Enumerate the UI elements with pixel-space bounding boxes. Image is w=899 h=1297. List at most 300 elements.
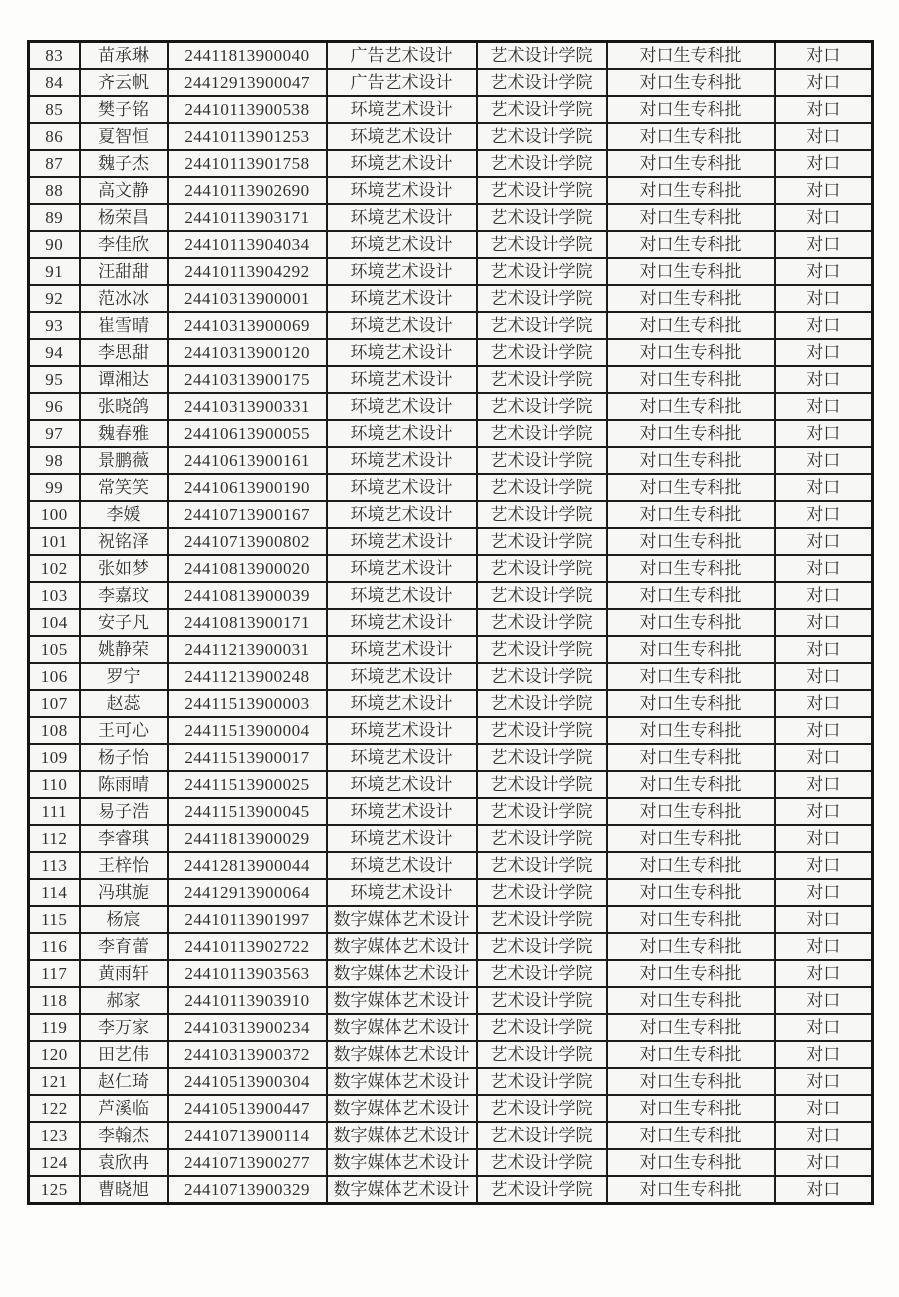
cell-seq: 109 — [29, 744, 80, 771]
cell-major: 环境艺术设计 — [327, 177, 477, 204]
cell-major: 环境艺术设计 — [327, 852, 477, 879]
cell-major: 环境艺术设计 — [327, 609, 477, 636]
cell-college: 艺术设计学院 — [477, 420, 607, 447]
cell-exam-id: 24410713900329 — [168, 1176, 327, 1204]
cell-college: 艺术设计学院 — [477, 123, 607, 150]
table-row — [29, 609, 873, 636]
cell-seq: 115 — [29, 906, 80, 933]
cell-batch: 对口生专科批 — [607, 879, 775, 906]
table-row — [29, 555, 873, 582]
cell-name: 姚静荣 — [80, 636, 168, 663]
cell-exam-id: 24410113903910 — [168, 987, 327, 1014]
cell-college: 艺术设计学院 — [477, 447, 607, 474]
cell-exam-id: 24410813900039 — [168, 582, 327, 609]
cell-type: 对口 — [775, 744, 873, 771]
cell-seq: 93 — [29, 312, 80, 339]
cell-major: 环境艺术设计 — [327, 474, 477, 501]
cell-seq: 94 — [29, 339, 80, 366]
cell-seq: 111 — [29, 798, 80, 825]
cell-name: 李睿琪 — [80, 825, 168, 852]
table-row — [29, 987, 873, 1014]
cell-name: 祝铭泽 — [80, 528, 168, 555]
table-row — [29, 339, 873, 366]
cell-seq: 107 — [29, 690, 80, 717]
cell-seq: 125 — [29, 1176, 80, 1204]
cell-seq: 113 — [29, 852, 80, 879]
cell-college: 艺术设计学院 — [477, 663, 607, 690]
cell-type: 对口 — [775, 177, 873, 204]
cell-type: 对口 — [775, 636, 873, 663]
cell-seq: 106 — [29, 663, 80, 690]
cell-batch: 对口生专科批 — [607, 1122, 775, 1149]
cell-batch: 对口生专科批 — [607, 555, 775, 582]
cell-batch: 对口生专科批 — [607, 825, 775, 852]
cell-college: 艺术设计学院 — [477, 717, 607, 744]
cell-exam-id: 24410713900277 — [168, 1149, 327, 1176]
cell-major: 环境艺术设计 — [327, 717, 477, 744]
cell-seq: 122 — [29, 1095, 80, 1122]
cell-type: 对口 — [775, 960, 873, 987]
cell-name: 景鹏薇 — [80, 447, 168, 474]
table-row — [29, 825, 873, 852]
cell-major: 环境艺术设计 — [327, 231, 477, 258]
cell-batch: 对口生专科批 — [607, 96, 775, 123]
cell-exam-id: 24410113901758 — [168, 150, 327, 177]
cell-exam-id: 24410313900120 — [168, 339, 327, 366]
cell-type: 对口 — [775, 1014, 873, 1041]
cell-name: 崔雪晴 — [80, 312, 168, 339]
cell-type: 对口 — [775, 447, 873, 474]
table-row — [29, 258, 873, 285]
cell-name: 芦溪临 — [80, 1095, 168, 1122]
cell-college: 艺术设计学院 — [477, 933, 607, 960]
cell-batch: 对口生专科批 — [607, 798, 775, 825]
cell-batch: 对口生专科批 — [607, 285, 775, 312]
cell-major: 环境艺术设计 — [327, 501, 477, 528]
table-row — [29, 204, 873, 231]
cell-type: 对口 — [775, 906, 873, 933]
cell-type: 对口 — [775, 204, 873, 231]
table-row — [29, 879, 873, 906]
cell-major: 环境艺术设计 — [327, 528, 477, 555]
cell-college: 艺术设计学院 — [477, 258, 607, 285]
cell-exam-id: 24410613900190 — [168, 474, 327, 501]
cell-name: 李嘉玟 — [80, 582, 168, 609]
cell-exam-id: 24410513900447 — [168, 1095, 327, 1122]
cell-batch: 对口生专科批 — [607, 123, 775, 150]
cell-seq: 119 — [29, 1014, 80, 1041]
cell-exam-id: 24410113902722 — [168, 933, 327, 960]
cell-batch: 对口生专科批 — [607, 177, 775, 204]
cell-major: 数字媒体艺术设计 — [327, 1149, 477, 1176]
table-row — [29, 1149, 873, 1176]
cell-college: 艺术设计学院 — [477, 1068, 607, 1095]
cell-exam-id: 24410713900802 — [168, 528, 327, 555]
cell-batch: 对口生专科批 — [607, 420, 775, 447]
cell-seq: 86 — [29, 123, 80, 150]
cell-name: 张如梦 — [80, 555, 168, 582]
cell-major: 环境艺术设计 — [327, 636, 477, 663]
cell-college: 艺术设计学院 — [477, 339, 607, 366]
cell-type: 对口 — [775, 150, 873, 177]
cell-name: 范冰冰 — [80, 285, 168, 312]
cell-type: 对口 — [775, 555, 873, 582]
cell-major: 环境艺术设计 — [327, 96, 477, 123]
cell-exam-id: 24410313900001 — [168, 285, 327, 312]
cell-name: 王可心 — [80, 717, 168, 744]
cell-seq: 99 — [29, 474, 80, 501]
cell-exam-id: 24410813900171 — [168, 609, 327, 636]
cell-exam-id: 24410113904034 — [168, 231, 327, 258]
cell-type: 对口 — [775, 96, 873, 123]
cell-college: 艺术设计学院 — [477, 150, 607, 177]
cell-seq: 87 — [29, 150, 80, 177]
cell-name: 汪甜甜 — [80, 258, 168, 285]
cell-seq: 110 — [29, 771, 80, 798]
cell-batch: 对口生专科批 — [607, 393, 775, 420]
table-row — [29, 663, 873, 690]
cell-seq: 95 — [29, 366, 80, 393]
cell-seq: 117 — [29, 960, 80, 987]
cell-name: 齐云帆 — [80, 69, 168, 96]
cell-seq: 102 — [29, 555, 80, 582]
cell-name: 安子凡 — [80, 609, 168, 636]
cell-college: 艺术设计学院 — [477, 393, 607, 420]
cell-type: 对口 — [775, 258, 873, 285]
cell-type: 对口 — [775, 1068, 873, 1095]
cell-major: 广告艺术设计 — [327, 69, 477, 96]
cell-type: 对口 — [775, 393, 873, 420]
cell-batch: 对口生专科批 — [607, 1068, 775, 1095]
cell-type: 对口 — [775, 231, 873, 258]
cell-name: 常笑笑 — [80, 474, 168, 501]
cell-name: 曹晓旭 — [80, 1176, 168, 1204]
cell-batch: 对口生专科批 — [607, 501, 775, 528]
table-row — [29, 960, 873, 987]
table-row — [29, 906, 873, 933]
cell-college: 艺术设计学院 — [477, 42, 607, 70]
table-row — [29, 528, 873, 555]
cell-major: 环境艺术设计 — [327, 744, 477, 771]
cell-type: 对口 — [775, 663, 873, 690]
cell-seq: 114 — [29, 879, 80, 906]
cell-name: 高文静 — [80, 177, 168, 204]
cell-type: 对口 — [775, 609, 873, 636]
cell-name: 王梓怡 — [80, 852, 168, 879]
table-row — [29, 690, 873, 717]
cell-seq: 101 — [29, 528, 80, 555]
table-row — [29, 636, 873, 663]
cell-exam-id: 24410113903563 — [168, 960, 327, 987]
cell-major: 环境艺术设计 — [327, 663, 477, 690]
cell-type: 对口 — [775, 1095, 873, 1122]
cell-exam-id: 24411213900248 — [168, 663, 327, 690]
cell-batch: 对口生专科批 — [607, 744, 775, 771]
cell-batch: 对口生专科批 — [607, 663, 775, 690]
table-row — [29, 285, 873, 312]
cell-college: 艺术设计学院 — [477, 906, 607, 933]
cell-name: 李翰杰 — [80, 1122, 168, 1149]
cell-seq: 118 — [29, 987, 80, 1014]
cell-college: 艺术设计学院 — [477, 204, 607, 231]
cell-college: 艺术设计学院 — [477, 474, 607, 501]
cell-batch: 对口生专科批 — [607, 42, 775, 70]
table-row — [29, 1041, 873, 1068]
cell-seq: 89 — [29, 204, 80, 231]
cell-seq: 96 — [29, 393, 80, 420]
cell-seq: 120 — [29, 1041, 80, 1068]
cell-exam-id: 24410613900055 — [168, 420, 327, 447]
cell-major: 环境艺术设计 — [327, 204, 477, 231]
cell-type: 对口 — [775, 798, 873, 825]
cell-major: 数字媒体艺术设计 — [327, 933, 477, 960]
cell-exam-id: 24410113903171 — [168, 204, 327, 231]
cell-batch: 对口生专科批 — [607, 312, 775, 339]
cell-name: 夏智恒 — [80, 123, 168, 150]
cell-exam-id: 24410113902690 — [168, 177, 327, 204]
cell-batch: 对口生专科批 — [607, 1149, 775, 1176]
cell-seq: 112 — [29, 825, 80, 852]
cell-exam-id: 24410113904292 — [168, 258, 327, 285]
cell-college: 艺术设计学院 — [477, 366, 607, 393]
cell-college: 艺术设计学院 — [477, 1095, 607, 1122]
table-row — [29, 744, 873, 771]
cell-type: 对口 — [775, 771, 873, 798]
cell-type: 对口 — [775, 825, 873, 852]
cell-batch: 对口生专科批 — [607, 609, 775, 636]
cell-type: 对口 — [775, 1176, 873, 1204]
cell-type: 对口 — [775, 879, 873, 906]
table-row — [29, 96, 873, 123]
cell-name: 魏子杰 — [80, 150, 168, 177]
cell-seq: 98 — [29, 447, 80, 474]
cell-major: 数字媒体艺术设计 — [327, 1176, 477, 1204]
table-row — [29, 1122, 873, 1149]
cell-exam-id: 24411513900025 — [168, 771, 327, 798]
cell-college: 艺术设计学院 — [477, 231, 607, 258]
cell-batch: 对口生专科批 — [607, 582, 775, 609]
cell-exam-id: 24410313900372 — [168, 1041, 327, 1068]
cell-exam-id: 24410813900020 — [168, 555, 327, 582]
cell-batch: 对口生专科批 — [607, 1041, 775, 1068]
cell-exam-id: 24411213900031 — [168, 636, 327, 663]
table-row — [29, 1095, 873, 1122]
table-row — [29, 177, 873, 204]
cell-exam-id: 24410513900304 — [168, 1068, 327, 1095]
cell-type: 对口 — [775, 1149, 873, 1176]
cell-exam-id: 24410113901997 — [168, 906, 327, 933]
cell-batch: 对口生专科批 — [607, 528, 775, 555]
cell-major: 数字媒体艺术设计 — [327, 1095, 477, 1122]
cell-name: 魏春雅 — [80, 420, 168, 447]
cell-type: 对口 — [775, 690, 873, 717]
cell-major: 环境艺术设计 — [327, 420, 477, 447]
table-row — [29, 1176, 873, 1204]
cell-name: 田艺伟 — [80, 1041, 168, 1068]
cell-college: 艺术设计学院 — [477, 879, 607, 906]
cell-college: 艺术设计学院 — [477, 852, 607, 879]
cell-major: 环境艺术设计 — [327, 393, 477, 420]
cell-college: 艺术设计学院 — [477, 798, 607, 825]
cell-exam-id: 24411513900017 — [168, 744, 327, 771]
cell-major: 数字媒体艺术设计 — [327, 1041, 477, 1068]
cell-college: 艺术设计学院 — [477, 690, 607, 717]
cell-exam-id: 24411513900003 — [168, 690, 327, 717]
cell-major: 环境艺术设计 — [327, 447, 477, 474]
cell-name: 袁欣冉 — [80, 1149, 168, 1176]
cell-type: 对口 — [775, 474, 873, 501]
cell-name: 张晓鸽 — [80, 393, 168, 420]
cell-college: 艺术设计学院 — [477, 636, 607, 663]
cell-college: 艺术设计学院 — [477, 1122, 607, 1149]
cell-type: 对口 — [775, 69, 873, 96]
cell-college: 艺术设计学院 — [477, 582, 607, 609]
table-row — [29, 366, 873, 393]
cell-exam-id: 24410313900175 — [168, 366, 327, 393]
cell-type: 对口 — [775, 1122, 873, 1149]
cell-major: 环境艺术设计 — [327, 150, 477, 177]
cell-major: 环境艺术设计 — [327, 798, 477, 825]
cell-name: 赵仁琦 — [80, 1068, 168, 1095]
cell-seq: 90 — [29, 231, 80, 258]
cell-seq: 121 — [29, 1068, 80, 1095]
cell-seq: 108 — [29, 717, 80, 744]
roster-table-body — [29, 42, 873, 1204]
table-row — [29, 447, 873, 474]
cell-name: 李思甜 — [80, 339, 168, 366]
cell-batch: 对口生专科批 — [607, 933, 775, 960]
cell-college: 艺术设计学院 — [477, 312, 607, 339]
cell-name: 易子浩 — [80, 798, 168, 825]
cell-exam-id: 24411513900045 — [168, 798, 327, 825]
table-row — [29, 798, 873, 825]
cell-type: 对口 — [775, 123, 873, 150]
cell-name: 杨荣昌 — [80, 204, 168, 231]
admission-roster-table — [27, 40, 874, 1205]
cell-name: 陈雨晴 — [80, 771, 168, 798]
cell-college: 艺术设计学院 — [477, 1149, 607, 1176]
table-row — [29, 582, 873, 609]
cell-name: 樊子铭 — [80, 96, 168, 123]
cell-exam-id: 24410713900114 — [168, 1122, 327, 1149]
cell-seq: 91 — [29, 258, 80, 285]
table-row — [29, 1014, 873, 1041]
cell-exam-id: 24410313900234 — [168, 1014, 327, 1041]
cell-batch: 对口生专科批 — [607, 474, 775, 501]
cell-major: 环境艺术设计 — [327, 312, 477, 339]
cell-college: 艺术设计学院 — [477, 528, 607, 555]
cell-college: 艺术设计学院 — [477, 285, 607, 312]
cell-name: 杨宸 — [80, 906, 168, 933]
cell-college: 艺术设计学院 — [477, 555, 607, 582]
cell-batch: 对口生专科批 — [607, 258, 775, 285]
cell-name: 罗宁 — [80, 663, 168, 690]
cell-batch: 对口生专科批 — [607, 447, 775, 474]
cell-type: 对口 — [775, 42, 873, 70]
cell-name: 黄雨轩 — [80, 960, 168, 987]
cell-batch: 对口生专科批 — [607, 339, 775, 366]
cell-college: 艺术设计学院 — [477, 501, 607, 528]
cell-college: 艺术设计学院 — [477, 960, 607, 987]
table-row — [29, 231, 873, 258]
cell-exam-id: 24412913900064 — [168, 879, 327, 906]
cell-exam-id: 24410113900538 — [168, 96, 327, 123]
cell-seq: 124 — [29, 1149, 80, 1176]
cell-seq: 100 — [29, 501, 80, 528]
cell-major: 环境艺术设计 — [327, 339, 477, 366]
cell-college: 艺术设计学院 — [477, 177, 607, 204]
table-row — [29, 312, 873, 339]
cell-name: 谭湘达 — [80, 366, 168, 393]
cell-seq: 103 — [29, 582, 80, 609]
cell-seq: 84 — [29, 69, 80, 96]
table-row — [29, 393, 873, 420]
cell-major: 环境艺术设计 — [327, 582, 477, 609]
cell-batch: 对口生专科批 — [607, 1014, 775, 1041]
cell-college: 艺术设计学院 — [477, 96, 607, 123]
table-row — [29, 474, 873, 501]
cell-seq: 116 — [29, 933, 80, 960]
cell-major: 环境艺术设计 — [327, 555, 477, 582]
cell-batch: 对口生专科批 — [607, 960, 775, 987]
cell-batch: 对口生专科批 — [607, 690, 775, 717]
table-row — [29, 1068, 873, 1095]
cell-type: 对口 — [775, 312, 873, 339]
cell-batch: 对口生专科批 — [607, 1095, 775, 1122]
cell-exam-id: 24410113901253 — [168, 123, 327, 150]
cell-major: 环境艺术设计 — [327, 825, 477, 852]
cell-batch: 对口生专科批 — [607, 204, 775, 231]
cell-seq: 85 — [29, 96, 80, 123]
cell-major: 数字媒体艺术设计 — [327, 906, 477, 933]
cell-batch: 对口生专科批 — [607, 636, 775, 663]
cell-name: 李万家 — [80, 1014, 168, 1041]
table-row — [29, 771, 873, 798]
cell-exam-id: 24411513900004 — [168, 717, 327, 744]
cell-exam-id: 24411813900040 — [168, 42, 327, 70]
cell-college: 艺术设计学院 — [477, 1041, 607, 1068]
cell-exam-id: 24410713900167 — [168, 501, 327, 528]
cell-name: 李媛 — [80, 501, 168, 528]
cell-type: 对口 — [775, 285, 873, 312]
cell-name: 冯琪旎 — [80, 879, 168, 906]
cell-seq: 92 — [29, 285, 80, 312]
cell-seq: 104 — [29, 609, 80, 636]
cell-type: 对口 — [775, 717, 873, 744]
cell-major: 数字媒体艺术设计 — [327, 1122, 477, 1149]
table-row — [29, 150, 873, 177]
table-row — [29, 933, 873, 960]
cell-major: 广告艺术设计 — [327, 42, 477, 70]
cell-name: 李育蕾 — [80, 933, 168, 960]
cell-college: 艺术设计学院 — [477, 1176, 607, 1204]
cell-major: 环境艺术设计 — [327, 771, 477, 798]
cell-batch: 对口生专科批 — [607, 1176, 775, 1204]
cell-name: 赵蕊 — [80, 690, 168, 717]
cell-type: 对口 — [775, 501, 873, 528]
cell-seq: 105 — [29, 636, 80, 663]
cell-batch: 对口生专科批 — [607, 771, 775, 798]
cell-batch: 对口生专科批 — [607, 906, 775, 933]
cell-type: 对口 — [775, 987, 873, 1014]
cell-major: 环境艺术设计 — [327, 690, 477, 717]
cell-seq: 97 — [29, 420, 80, 447]
cell-type: 对口 — [775, 582, 873, 609]
table-row — [29, 420, 873, 447]
table-row — [29, 123, 873, 150]
cell-college: 艺术设计学院 — [477, 987, 607, 1014]
cell-major: 环境艺术设计 — [327, 366, 477, 393]
